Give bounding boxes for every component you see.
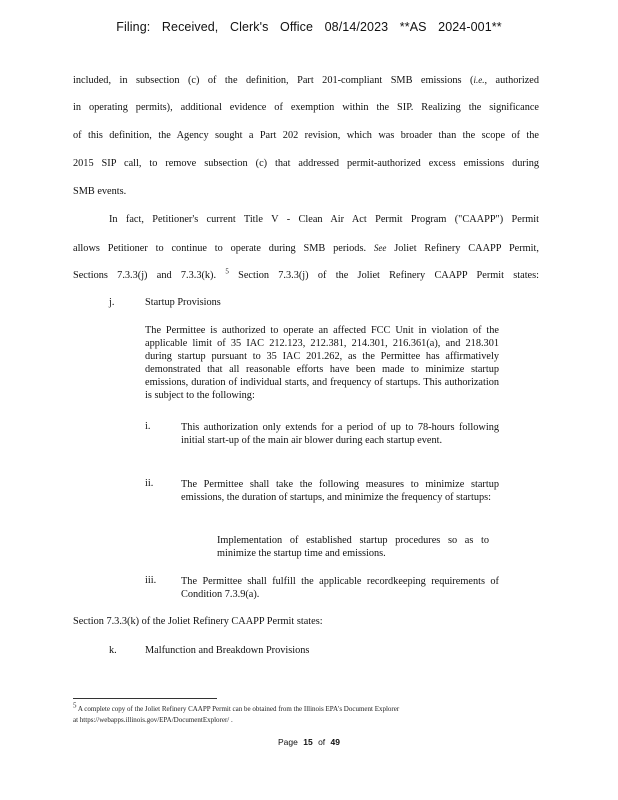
para2-line2 xyxy=(73,234,539,263)
para1-line4: 2015 SIP call, to remove subsection (c) that addressed permit-authorized excess emissions during xyxy=(73,158,539,169)
footnote xyxy=(73,701,525,726)
footnote-line1: A complete copy of the Joliet Refinery CAAPP Permit can be obtained from the Illinois EPA's Document Explorer xyxy=(76,705,400,713)
para2-line2-end: Joliet Refinery CAAPP Permit, xyxy=(386,243,539,254)
para1-line3: of this definition, the Agency sought a Part 202 revision, which was broader than the scope of the xyxy=(73,130,539,141)
footnote-divider xyxy=(73,698,217,699)
item-k-title: Malfunction and Breakdown Provisions xyxy=(145,645,310,656)
para2-line1: In fact, Petitioner's current Title V - Clean Air Act Permit Program ("CAAPP") Permit xyxy=(109,214,539,225)
item-j-text: The Permittee is authorized to operate an affected FCC Unit in violation of the applicable limit of 35 IAC 212.123, 212.381, 214.301, 216.361(a), and 218.301 during startup pursuant to 35 IAC 201.262, as the Permittee has affirmatively demonstrated that all reasonable efforts have been made to minimize startup emissions, duration of individual starts, and frequency of startups. This authorization is subject to the following: xyxy=(145,325,499,401)
item-j-title: Startup Provisions xyxy=(145,297,221,308)
sub-i-marker: i. xyxy=(145,421,151,432)
section-k-intro: Section 7.3.3(k) of the Joliet Refinery CAAPP Permit states: xyxy=(73,616,323,627)
page-number: 15 xyxy=(303,737,313,747)
sub-iii-marker: iii. xyxy=(145,575,157,586)
para1-line1-end: , authorized xyxy=(484,75,539,86)
para2-line3-end: Section 7.3.3(j) of the Joliet Refinery CAAPP Permit states: xyxy=(228,270,539,281)
para1-line1-text: included, in subsection (c) of the definition, Part 201-compliant SMB emissions ( xyxy=(73,75,474,86)
footnote-ref[interactable]: 5 xyxy=(225,267,229,276)
footnote-number: 5 xyxy=(73,701,77,710)
page-footer xyxy=(0,737,618,747)
filing-stamp-header: Filing: Received, Clerk's Office 08/14/2023 **AS 2024-001** xyxy=(116,20,502,34)
para2-line3-text: Sections 7.3.3(j) and 7.3.3(k). xyxy=(73,270,226,281)
sub-i-text: This authorization only extends for a period of up to 78-hours following initial start-up of the main air blower during each startup event. xyxy=(181,422,499,446)
item-j-marker: j. xyxy=(109,297,115,308)
page-label: Page xyxy=(277,737,298,747)
para1-line5: SMB events. xyxy=(73,186,127,197)
of-label: of xyxy=(318,737,326,747)
para2-line3 xyxy=(73,262,539,290)
sub-ii-marker: ii. xyxy=(145,478,154,489)
sub-ii-text: The Permittee shall take the following measures to minimize startup emissions, the duration of startups, and minimize the frequency of startups: xyxy=(181,479,499,503)
see-signal: See xyxy=(373,243,387,253)
para2-line2-text: allows Petitioner to continue to operate during SMB periods. xyxy=(73,243,374,254)
ie-abbrev: i.e. xyxy=(473,75,485,85)
item-k-marker: k. xyxy=(109,645,117,656)
page-total: 49 xyxy=(330,737,340,747)
para1-line2: in operating permits), additional evidence of exemption within the SIP. Realizing the significance xyxy=(73,102,539,113)
sub-ii-detail: Implementation of established startup procedures so as to minimize the startup time and emissions. xyxy=(217,535,489,559)
para1-line1 xyxy=(73,66,539,95)
footnote-line2[interactable]: at https://webapps.illinois.gov/EPA/DocumentExplorer/ . xyxy=(73,716,233,724)
sub-iii-text: The Permittee shall fulfill the applicable recordkeeping requirements of Condition 7.3.9(a). xyxy=(181,576,499,600)
